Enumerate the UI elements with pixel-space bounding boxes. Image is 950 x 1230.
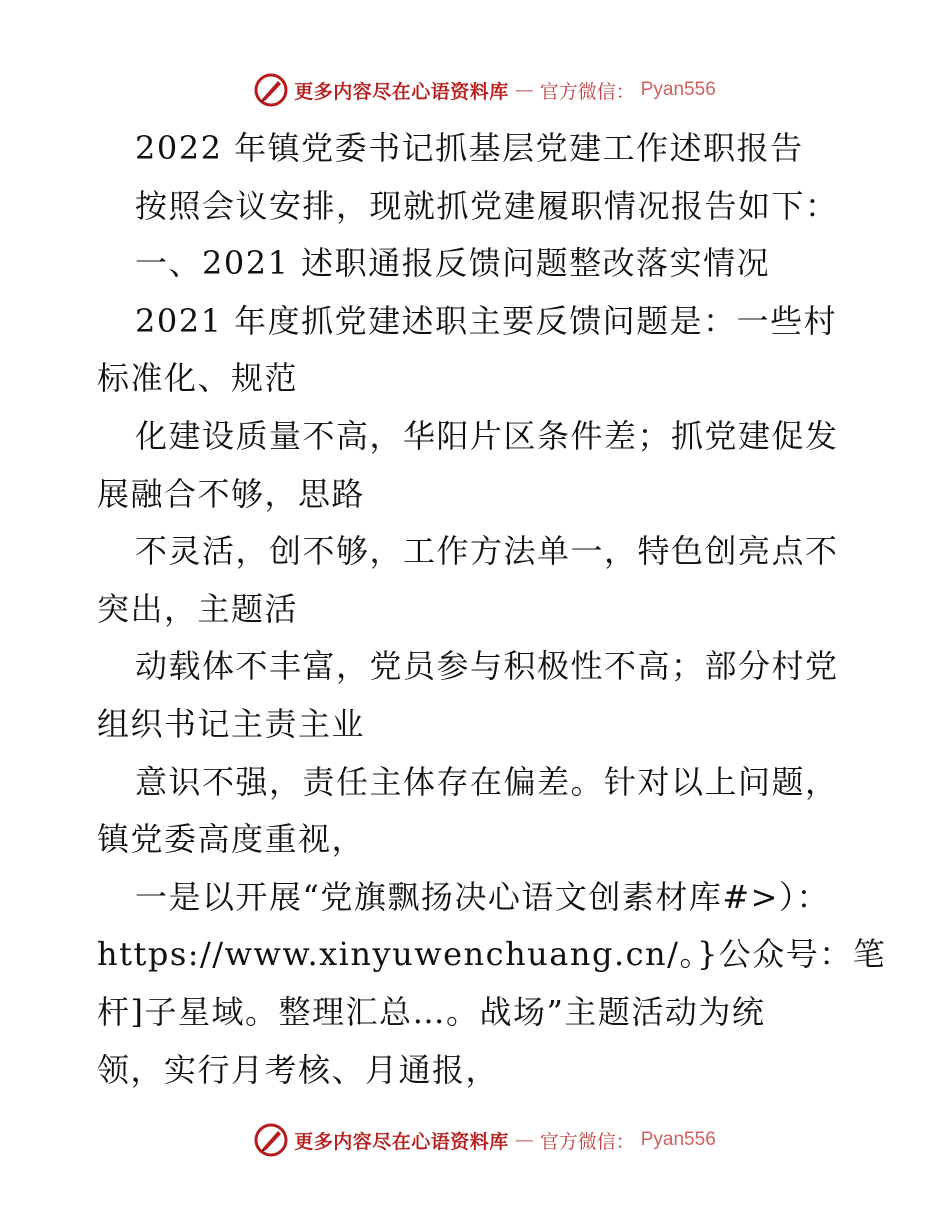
watermark-main-text: 更多内容尽在心语资料库 [294, 1130, 509, 1153]
watermark-header-inner [254, 73, 716, 107]
body-line: 2021 年度抓党建述职主要反馈问题是：一些村 [135, 301, 838, 340]
body-line: 杆]子星域。整理汇总…。战场”主题活动为统 [97, 992, 766, 1031]
body-line: 突出，主题活 [97, 589, 299, 628]
body-line: 意识不强，责任主体存在偏差。针对以上问题， [135, 762, 839, 801]
watermark-separator: — [514, 1129, 534, 1151]
body-line: 组织书记主责主业 [97, 704, 366, 743]
watermark-header [0, 70, 950, 110]
watermark-separator: — [514, 79, 534, 101]
document-body [97, 120, 887, 1099]
watermark-sub-text: 官方微信： [539, 80, 635, 103]
watermark-footer-inner [254, 1123, 716, 1157]
quill-logo-icon [254, 73, 288, 107]
watermark-footer [0, 1120, 950, 1160]
body-line: 展融合不够，思路 [97, 474, 366, 513]
watermark-id-text: Pyan556 [640, 79, 716, 100]
body-line: 领，实行月考核、月通报， [97, 1050, 500, 1089]
url-line: https://www.xinyuwenchuang.cn/。}公众号：笔 [97, 935, 887, 974]
section-heading-line: 一、2021 述职通报反馈问题整改落实情况 [135, 244, 771, 283]
body-line: 标准化、规范 [97, 359, 299, 398]
quill-logo-icon [254, 1123, 288, 1157]
body-line: 按照会议安排，现就抓党建履职情况报告如下： [135, 186, 839, 225]
watermark-main-text: 更多内容尽在心语资料库 [294, 80, 509, 103]
body-line: 化建设质量不高，华阳片区条件差；抓党建促发 [135, 416, 839, 455]
body-line: 镇党委高度重视， [97, 820, 366, 859]
document-title-line: 2022 年镇党委书记抓基层党建工作述职报告 [135, 129, 804, 167]
body-line: 不灵活，创不够，工作方法单一，特色创亮点不 [135, 532, 839, 571]
body-line: 动载体不丰富，党员参与积极性不高；部分村党 [135, 647, 839, 686]
watermark-id-text: Pyan556 [640, 1129, 716, 1150]
body-line: 一是以开展“党旗飘扬决心语文创素材库#>）： [135, 877, 830, 916]
watermark-sub-text: 官方微信： [539, 1130, 635, 1153]
